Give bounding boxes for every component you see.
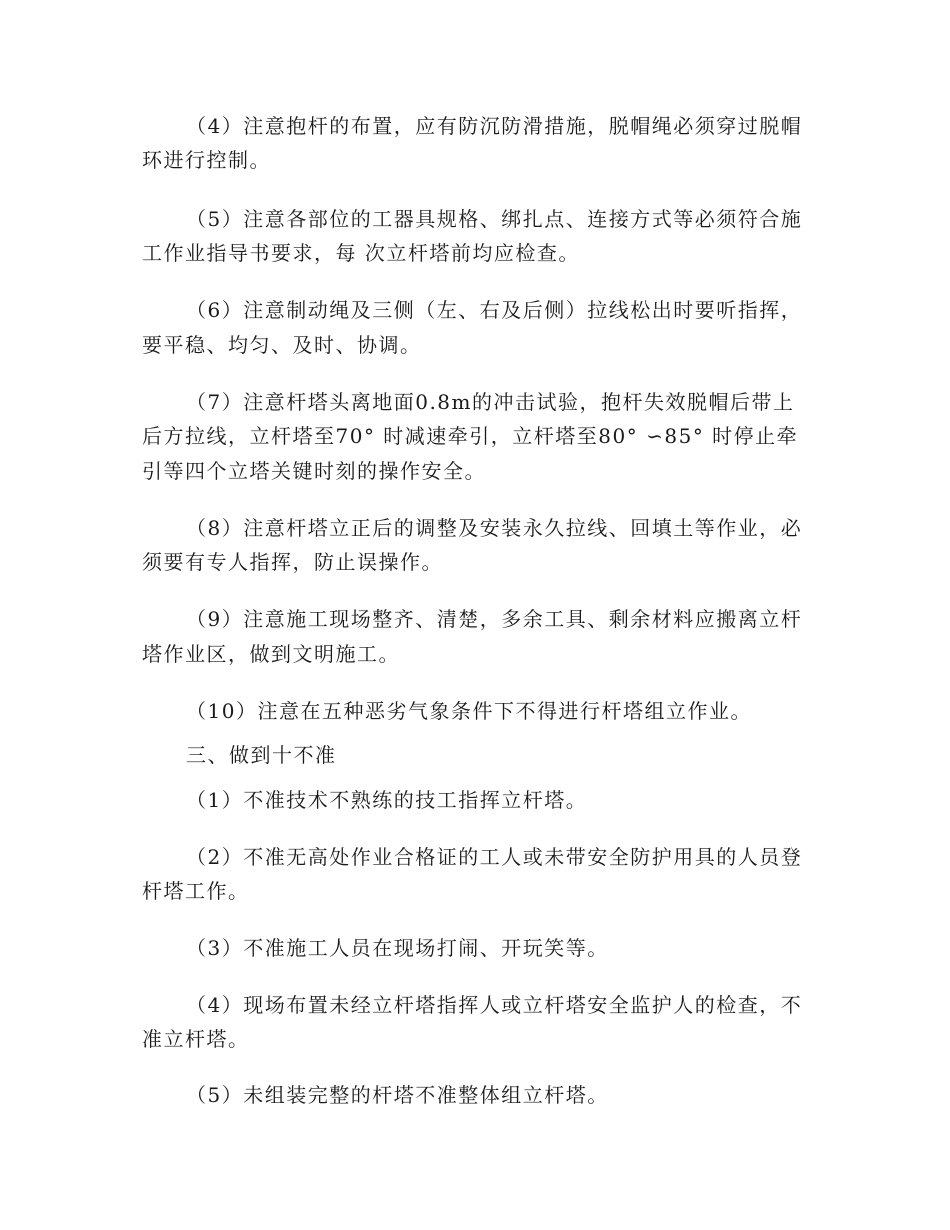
paragraph-line: （4）注意抱杆的布置，应有防沉防滑措施，脱帽绳必须穿过脱帽 — [186, 114, 803, 138]
paragraph-line: 引等四个立塔关键时刻的操作安全。 — [142, 459, 486, 483]
paragraph-line: 环进行控制。 — [142, 148, 271, 172]
rule-line: 杆塔工作。 — [142, 879, 250, 903]
rule-line: （3）不准施工人员在现场打闹、开玩笑等。 — [186, 936, 609, 960]
paragraph-line: 后方拉线，立杆塔至70° 时减速牵引，立杆塔至80° ∽85° 时停止牵 — [142, 424, 799, 448]
paragraph-line: （10）注意在五种恶劣气象条件下不得进行杆塔组立作业。 — [186, 699, 752, 723]
rule-line: 准立杆塔。 — [142, 1027, 250, 1051]
paragraph-line: 塔作业区，做到文明施工。 — [142, 642, 400, 666]
paragraph-line: （7）注意杆塔头离地面0.8m的冲击试验，抱杆失效脱帽后带上 — [186, 390, 795, 414]
rule-line: （4）现场布置未经立杆塔指挥人或立杆塔安全监护人的检查，不 — [186, 993, 803, 1017]
paragraph-line: 工作业指导书要求，每 次立杆塔前均应检查。 — [142, 241, 580, 265]
section-heading: 三、做到十不准 — [186, 743, 337, 767]
paragraph-line: 要平稳、均匀、及时、协调。 — [142, 333, 422, 357]
rule-line: （1）不准技术不熟练的技工指挥立杆塔。 — [186, 788, 588, 812]
paragraph-line: 须要有专人指挥，防止误操作。 — [142, 550, 443, 574]
rule-line: （2）不准无高处作业合格证的工人或未带安全防护用具的人员登 — [186, 845, 803, 869]
rule-line: （5）未组装完整的杆塔不准整体组立杆塔。 — [186, 1083, 609, 1107]
paragraph-line: （6）注意制动绳及三侧（左、右及后侧）拉线松出时要听指挥， — [186, 298, 803, 322]
paragraph-line: （8）注意杆塔立正后的调整及安装永久拉线、回填土等作业，必 — [186, 516, 803, 540]
paragraph-line: （9）注意施工现场整齐、清楚，多余工具、剩余材料应搬离立杆 — [186, 607, 803, 631]
paragraph-line: （5）注意各部位的工器具规格、绑扎点、连接方式等必须符合施 — [186, 207, 803, 231]
